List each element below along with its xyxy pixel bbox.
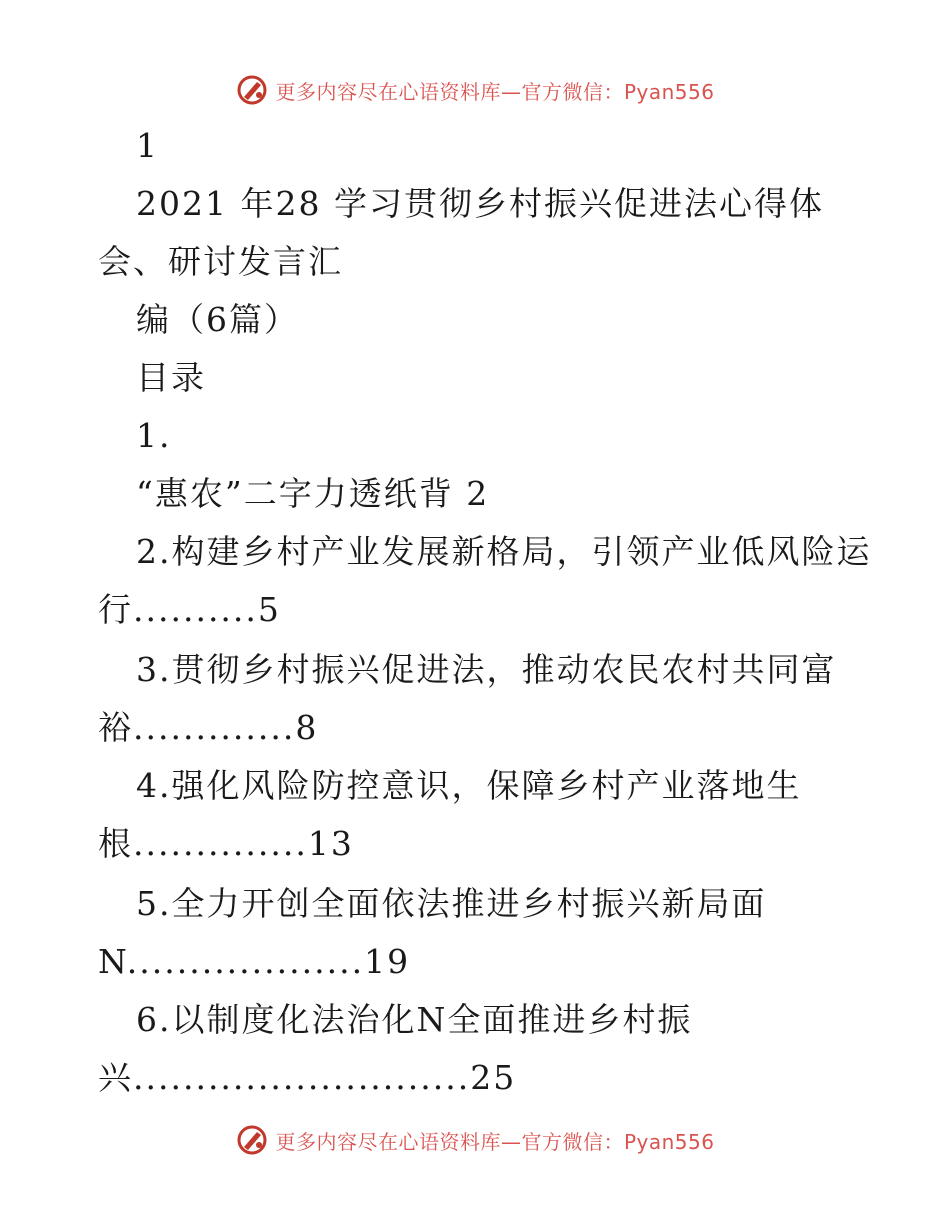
document-title-line-2: 会、研讨发言汇 [98, 242, 343, 281]
toc-heading: 目录 [136, 358, 206, 397]
pen-seal-logo-icon [235, 73, 269, 107]
pen-seal-logo-icon [235, 1123, 269, 1157]
document-title-line-1: 2021 年28 学习贯彻乡村振兴促进法心得体 [136, 184, 824, 223]
toc-item-3-page: 裕.............8 [98, 708, 319, 747]
toc-item-6-title: 6.以制度化法治化N全面推进乡村振 [136, 1000, 693, 1039]
watermark-footer [0, 1120, 950, 1160]
toc-item-6-page: 兴...........................25 [98, 1058, 517, 1097]
toc-item-4-title: 4.强化风险防控意识，保障乡村产业落地生 [136, 766, 802, 805]
toc-item-2-title: 2.构建乡村产业发展新格局，引领产业低风险运 [136, 532, 872, 571]
toc-item-2-page: 行..........5 [98, 590, 281, 629]
toc-item-4-page: 根..............13 [98, 824, 354, 863]
toc-item-1-number: 1. [136, 416, 172, 455]
document-title-line-3: 编（6篇） [136, 300, 299, 339]
toc-item-1-title: “惠农”二字力透纸背 2 [136, 474, 490, 513]
toc-item-5-title: 5.全力开创全面依法推进乡村振兴新局面 [136, 884, 767, 923]
page-number: 1 [136, 126, 159, 165]
watermark-header [0, 70, 950, 110]
toc-item-5-page: N...................19 [98, 942, 411, 981]
toc-item-3-title: 3.贯彻乡村振兴促进法，推动农民农村共同富 [136, 650, 837, 689]
watermark-text: 更多内容尽在心语资料库—官方微信：Pyan556 [275, 79, 715, 104]
watermark-text: 更多内容尽在心语资料库—官方微信：Pyan556 [275, 1129, 715, 1154]
